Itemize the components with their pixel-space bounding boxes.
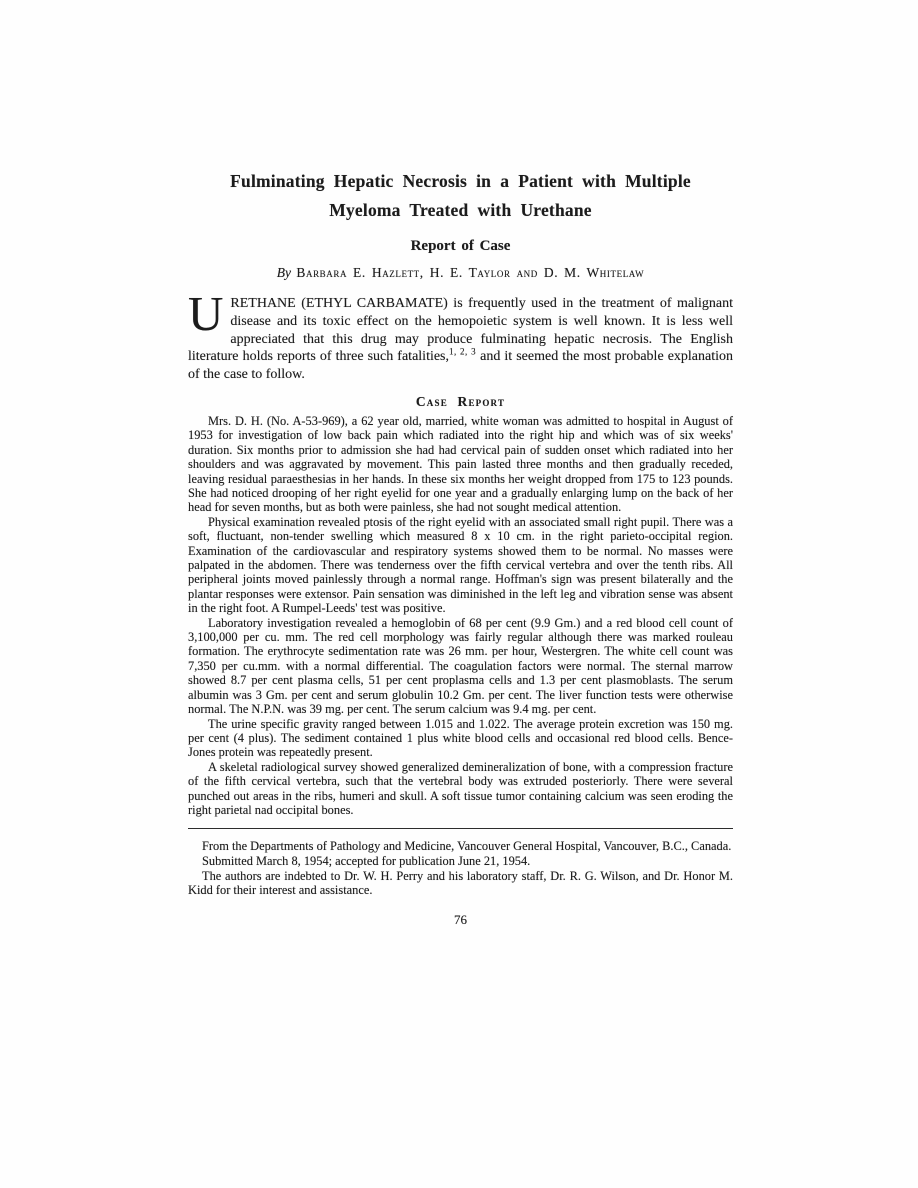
byline (188, 264, 733, 282)
introduction-text-end: and it seemed the most probable explanation of the case to follow. (188, 349, 734, 383)
reference-superscript: 1, 2, 3 (449, 346, 477, 357)
byline-prefix: By (276, 265, 291, 280)
footnote-acknowledgements: The authors are indebted to Dr. W. H. Perry and his laboratory staff, Dr. R. G. Wilson, and Dr. Honor M. Kidd for their interest and assistance. (188, 868, 733, 898)
case-paragraph-history: Mrs. D. H. (No. A-53-969), a 62 year old, married, white woman was admitted to hospital in August of 1953 for investigation of low back pain which radiated into the right hip and which was of six weeks' duration. Six months prior to admission she had had cervical pain of sudden onset which radiated into her shoulders and was aggravated by movement. This pain lasted three months and then gradually receded, leaving residual paraesthesias in her hands. In these six months her weight dropped from 175 to 123 pounds. She had noticed drooping of her right eyelid for one year and a gradually enlarging lump on the back of her head for seven months, but as both were painless, she had not sought medical attention. (188, 413, 733, 515)
footnotes (188, 839, 733, 897)
paper-title (188, 167, 733, 225)
footnote-divider (188, 828, 733, 829)
footnote-submission-dates: Submitted March 8, 1954; accepted for publication June 21, 1954. (202, 853, 531, 868)
introduction-paragraph (188, 286, 734, 384)
case-paragraph-physical-examination: Physical examination revealed ptosis of the right eyelid with an associated small right pupil. There was a soft, fluctuant, non-tender swelling which measured 8 x 10 cm. in the right parieto-occipital region. Examination of the cardiovascular and respiratory systems showed them to be normal. No masses were palpated in the abdomen. There was tenderness over the fifth cervical vertebra and over the tenth ribs. All peripheral joints moved painlessly through a normal range. Hoffman's sign was present bilaterally and the plantar responses were extensor. Pain sensation was diminished in the left leg and vibration sense was absent in the right foot. A Rumpel-Leeds' test was positive. (188, 514, 733, 616)
introduction-text-start: RETHANE (ETHYL CARBAMATE) is frequently used in the treatment of malignant disease and its toxic effect on the hemopoietic system is well known. It is less well appreciated that this drug may produce fulminating hepatic necrosis. The English literature holds reports of three such fatalities, (188, 296, 733, 365)
drop-cap: U (188, 286, 224, 341)
case-paragraph-urine: The urine specific gravity ranged between 1.015 and 1.022. The average protein excretion was 150 mg. per cent (4 plus). The sediment contained 1 plus white blood cells and occasional red blood cells. Bence-Jones protein was repeatedly present. (188, 716, 733, 760)
text-column (188, 0, 733, 928)
case-report-body (188, 414, 733, 817)
section-heading-case-report: Case Report (415, 393, 506, 409)
case-paragraph-radiology: A skeletal radiological survey showed generalized demineralization of bone, with a compression fracture of the fifth cervical vertebra, such that the vertebral body was extruded posteriorly. There were several punched out areas in the ribs, humeri and skull. A soft tissue tumor containing calcium was seen eroding the right parietal nad occipital bones. (188, 759, 733, 817)
footnote-affiliation: From the Departments of Pathology and Medicine, Vancouver General Hospital, Vancouver, B.C., Canada. (202, 839, 732, 854)
author-names: Barbara E. Hazlett, H. E. Taylor and D. M. Whitelaw (296, 265, 645, 280)
report-subtitle: Report of Case (410, 238, 511, 254)
case-paragraph-laboratory: Laboratory investigation revealed a hemoglobin of 68 per cent (9.9 Gm.) and a red blood cell count of 3,100,000 per cu. mm. The red cell morphology was fairly regular although there was marked rouleau formation. The erythrocyte sedimentation rate was 26 mm. per hour, Westergren. The white cell count was 7,350 per cu.mm. with a normal differential. The coagulation factors were normal. The sternal marrow showed 8.7 per cent plasma cells, 51 per cent proplasma cells and 1.3 per cent plasmoblasts. The serum albumin was 3 Gm. per cent and serum globulin 10.2 Gm. per cent. The liver function tests were otherwise normal. The N.P.N. was 39 mg. per cent. The serum calcium was 9.4 mg. per cent. (188, 615, 733, 717)
paper-title-line-2: Myeloma Treated with Urethane (329, 200, 592, 220)
page-number: 76 (454, 911, 467, 927)
paper-title-line-1: Fulminating Hepatic Necrosis in a Patient with Multiple (230, 171, 691, 191)
